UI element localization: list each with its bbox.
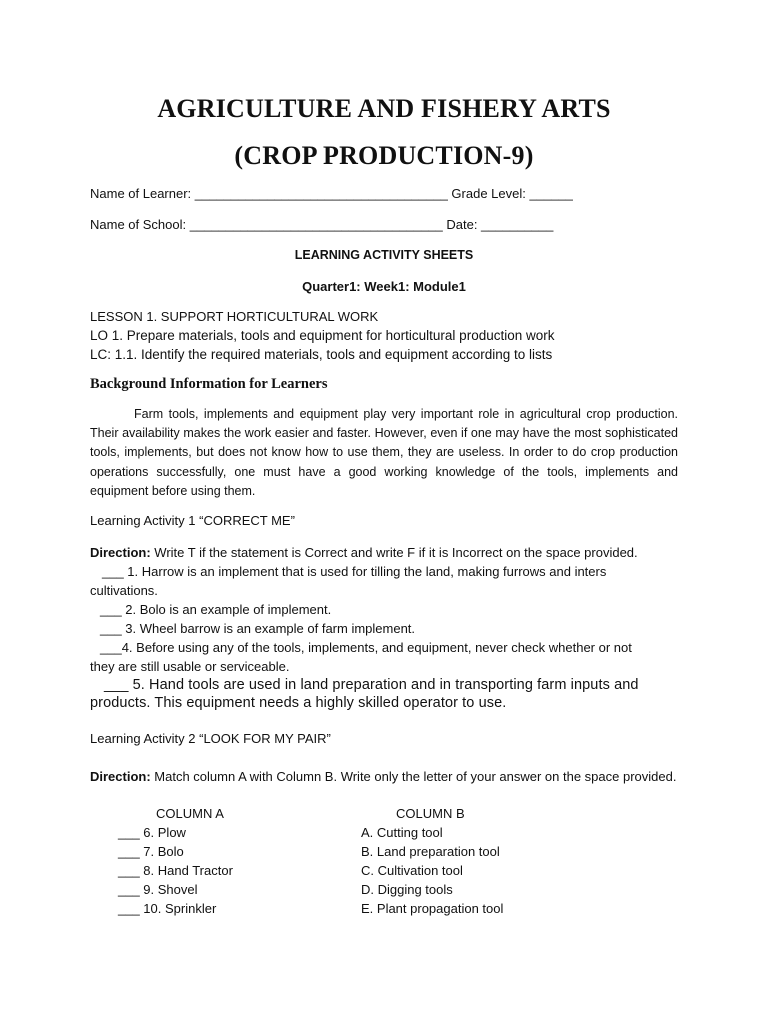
column-a-item: ___ 8. Hand Tractor xyxy=(118,863,233,878)
column-a-header: COLUMN A xyxy=(156,806,224,821)
learner-name-field: Name of Learner: ___________________________________ Grade Level: ______ xyxy=(90,186,573,201)
activity1-item-5: ___ 5. Hand tools are used in land preparation and in transporting farm inputs and xyxy=(104,677,639,693)
activity1-item-3: ___ 3. Wheel barrow is an example of farm implement. xyxy=(100,621,416,636)
activity1-item-4-cont: they are still usable or serviceable. xyxy=(90,659,290,674)
activity1-direction xyxy=(90,545,638,560)
activity1-item-1-cont: cultivations. xyxy=(90,583,158,598)
column-b-item: C. Cultivation tool xyxy=(361,863,463,878)
activity1-item-5-cont: products. This equipment needs a highly skilled operator to use. xyxy=(90,695,507,711)
document-subtitle: (CROP PRODUCTION-9) xyxy=(234,141,534,170)
school-name-field: Name of School: ___________________________________ Date: __________ xyxy=(90,217,554,232)
activity1-title: Learning Activity 1 “CORRECT ME” xyxy=(90,513,295,528)
column-a-item: ___ 7. Bolo xyxy=(118,844,184,859)
activity1-item-1: ___ 1. Harrow is an implement that is used for tilling the land, making furrows and inters xyxy=(102,564,607,579)
activity1-item-4: ___4. Before using any of the tools, implements, and equipment, never check whether or not xyxy=(100,640,632,655)
direction-label: Direction: xyxy=(90,769,151,784)
background-heading: Background Information for Learners xyxy=(90,376,328,392)
activity1-item-2: ___ 2. Bolo is an example of implement. xyxy=(100,602,332,617)
learning-objective: LO 1. Prepare materials, tools and equipment for horticultural production work xyxy=(90,328,555,343)
quarter-label: Quarter1: Week1: Module1 xyxy=(302,279,466,294)
column-a-item: ___ 6. Plow xyxy=(118,825,186,840)
column-b-item: A. Cutting tool xyxy=(361,825,443,840)
direction-label: Direction: xyxy=(90,545,151,560)
lesson-title: LESSON 1. SUPPORT HORTICULTURAL WORK xyxy=(90,309,379,324)
column-b-header: COLUMN B xyxy=(396,806,465,821)
background-paragraph xyxy=(90,405,678,501)
column-b-item: B. Land preparation tool xyxy=(361,844,500,859)
document-title: AGRICULTURE AND FISHERY ARTS xyxy=(157,94,611,123)
column-a-item: ___ 10. Sprinkler xyxy=(118,901,217,916)
sheet-title: LEARNING ACTIVITY SHEETS xyxy=(294,248,474,262)
activity2-direction xyxy=(90,769,676,784)
column-b-item: D. Digging tools xyxy=(361,882,453,897)
column-b-item: E. Plant propagation tool xyxy=(361,901,504,916)
direction-text: Write T if the statement is Correct and write F if it is Incorrect on the space provided. xyxy=(150,545,638,560)
direction-text: Match column A with Column B. Write only the letter of your answer on the space provided. xyxy=(150,769,677,784)
learning-competency: LC: 1.1. Identify the required materials, tools and equipment according to lists xyxy=(90,347,553,362)
background-paragraph-text: Farm tools, implements and equipment play very important role in agricultural crop production. Their availability makes the work easier and faster. However, even if one may have the most sophisticated tools, implements, but does not know how to use them, they are useless. In order to do crop production operations successfully, one must have a good working knowledge of the tools, implements and equipment before using them. xyxy=(90,407,678,498)
column-a-item: ___ 9. Shovel xyxy=(118,882,198,897)
activity2-title: Learning Activity 2 “LOOK FOR MY PAIR” xyxy=(90,731,331,746)
